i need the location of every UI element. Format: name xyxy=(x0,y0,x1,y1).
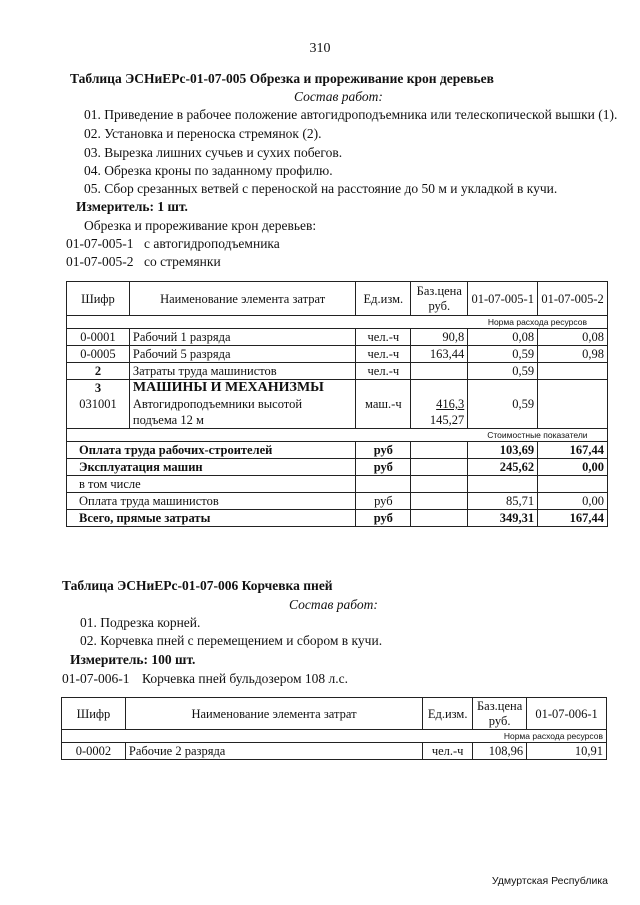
cost-row xyxy=(67,510,608,527)
row-price: 90,8 xyxy=(411,329,468,346)
resource-table-1 xyxy=(66,281,608,527)
row-unit: чел.-ч xyxy=(356,346,411,363)
table-row xyxy=(67,346,608,363)
row-value-2 xyxy=(538,363,608,380)
footer-region: Удмуртская Республика xyxy=(491,875,608,887)
row-price xyxy=(411,363,468,380)
row-code: 0-0001 xyxy=(67,329,130,346)
cost-unit: руб xyxy=(356,510,411,527)
cost-unit: руб xyxy=(356,459,411,476)
row-price: 163,44 xyxy=(411,346,468,363)
page-number: 310 xyxy=(309,41,331,56)
cost-row xyxy=(67,459,608,476)
table2-step-2: 02. Корчевка пней с перемещением и сбором в кучи. xyxy=(80,633,383,648)
resource-table-2 xyxy=(61,697,607,760)
cost-value-1: 245,62 xyxy=(468,459,538,476)
table-row xyxy=(62,743,607,760)
cost-name: в том числе xyxy=(67,476,356,493)
machine-price xyxy=(411,396,468,429)
header-col-1: 01-07-005-1 xyxy=(468,282,538,316)
row-code: 2 xyxy=(67,363,130,380)
row-value-1: 0,08 xyxy=(468,329,538,346)
table-header-row xyxy=(62,698,607,730)
norm-label-row xyxy=(62,730,607,743)
row-value-1: 0,59 xyxy=(468,346,538,363)
machine-name-line-1: Автогидроподъемники высотой xyxy=(132,397,303,411)
row-value-2: 0,08 xyxy=(538,329,608,346)
table2-meter: Измеритель: 100 шт. xyxy=(70,652,196,667)
row-code: 0-0005 xyxy=(67,346,130,363)
cost-unit: руб xyxy=(356,493,411,510)
row-name: Затраты труда машинистов xyxy=(129,363,355,380)
norm-label: Норма расхода ресурсов xyxy=(468,316,608,329)
table2-step-1: 01. Подрезка корней. xyxy=(80,615,201,630)
section-code: 3 xyxy=(67,380,130,397)
cost-value-1: 103,69 xyxy=(468,442,538,459)
table1-variant-2-code: 01-07-005-2 xyxy=(66,254,134,269)
section-name: МАШИНЫ И МЕХАНИЗМЫ xyxy=(129,380,355,397)
table-row xyxy=(67,363,608,380)
row-unit: чел.-ч xyxy=(356,363,411,380)
header-unit: Ед.изм. xyxy=(356,282,411,316)
cost-value-2: 167,44 xyxy=(538,442,608,459)
cost-value-1 xyxy=(468,476,538,493)
machine-value-2 xyxy=(538,396,608,429)
machine-code: 031001 xyxy=(67,396,130,429)
row-value-1: 0,59 xyxy=(468,363,538,380)
header-col-2: 01-07-005-2 xyxy=(538,282,608,316)
cost-row xyxy=(67,442,608,459)
row-name: Рабочие 2 разряда xyxy=(125,743,422,760)
table1-step-2: 02. Установка и переноска стремянок (2). xyxy=(84,126,322,141)
row-value-2: 0,98 xyxy=(538,346,608,363)
table1-step-1: 01. Приведение в рабочее положение автогидроподъемника или телескопической вышки (1). xyxy=(84,107,618,122)
table1-title: Таблица ЭСНиЕРс-01-07-005 Обрезка и прореживание крон деревьев xyxy=(70,71,494,86)
machine-name-line-2: подъема 12 м xyxy=(132,413,204,427)
header-name: Наименование элемента затрат xyxy=(129,282,355,316)
table1-variant-1-code: 01-07-005-1 xyxy=(66,236,134,251)
table1-step-5: 05. Сбор срезанных ветвей с переноской на расстояние до 50 м и укладкой в кучи. xyxy=(84,181,558,196)
cost-value-2: 0,00 xyxy=(538,493,608,510)
header-code: Шифр xyxy=(62,698,126,730)
row-code: 0-0002 xyxy=(62,743,126,760)
table1-variant-1-text: с автогидроподъемника xyxy=(144,236,280,251)
header-col-1: 01-07-006-1 xyxy=(527,698,607,730)
cost-name: Эксплуатация машин xyxy=(67,459,356,476)
cost-name: Оплата труда рабочих-строителей xyxy=(67,442,356,459)
machine-value-1: 0,59 xyxy=(468,396,538,429)
table1-step-4: 04. Обрезка кроны по заданному профилю. xyxy=(84,163,333,178)
machine-row xyxy=(67,396,608,429)
row-name: Рабочий 5 разряда xyxy=(129,346,355,363)
row-value-1: 10,91 xyxy=(527,743,607,760)
table1-variant-2-text: со стремянки xyxy=(144,254,221,269)
table1-subtitle: Состав работ: xyxy=(294,89,383,104)
cost-label-row xyxy=(67,429,608,442)
norm-label-row xyxy=(67,316,608,329)
cost-value-2: 0,00 xyxy=(538,459,608,476)
table2-variant-text: Корчевка пней бульдозером 108 л.с. xyxy=(142,671,349,686)
cost-value-2 xyxy=(538,476,608,493)
machine-unit: маш.-ч xyxy=(356,396,411,429)
table-row xyxy=(67,329,608,346)
table2-variant-code: 01-07-006-1 xyxy=(62,671,130,686)
header-price: Баз.цена руб. xyxy=(411,282,468,316)
row-name: Рабочий 1 разряда xyxy=(129,329,355,346)
cost-value-2: 167,44 xyxy=(538,510,608,527)
cost-value-1: 349,31 xyxy=(468,510,538,527)
cost-label: Стоимостные показатели xyxy=(468,429,608,442)
table-header-row xyxy=(67,282,608,316)
machine-name xyxy=(129,396,355,429)
cost-unit xyxy=(356,476,411,493)
header-code: Шифр xyxy=(67,282,130,316)
table1-meter: Измеритель: 1 шт. xyxy=(76,199,188,214)
table1-description: Обрезка и прореживание крон деревьев: xyxy=(84,218,317,233)
table1-step-3: 03. Вырезка лишних сучьев и сухих побегов. xyxy=(84,145,343,160)
cost-row xyxy=(67,493,608,510)
row-unit: чел.-ч xyxy=(356,329,411,346)
cost-unit: руб xyxy=(356,442,411,459)
section-row xyxy=(67,380,608,397)
header-unit: Ед.изм. xyxy=(423,698,473,730)
norm-label: Норма расхода ресурсов xyxy=(473,730,607,743)
machine-price-2: 145,27 xyxy=(429,413,465,427)
row-unit: чел.-ч xyxy=(423,743,473,760)
cost-value-1: 85,71 xyxy=(468,493,538,510)
cost-name: Всего, прямые затраты xyxy=(67,510,356,527)
table2-subtitle: Состав работ: xyxy=(289,597,378,612)
machine-price-1: 416,3 xyxy=(436,397,465,411)
table2-title: Таблица ЭСНиЕРс-01-07-006 Корчевка пней xyxy=(62,578,333,593)
cost-row xyxy=(67,476,608,493)
cost-name: Оплата труда машинистов xyxy=(67,493,356,510)
header-price: Баз.цена руб. xyxy=(473,698,527,730)
row-price: 108,96 xyxy=(473,743,527,760)
header-name: Наименование элемента затрат xyxy=(125,698,422,730)
